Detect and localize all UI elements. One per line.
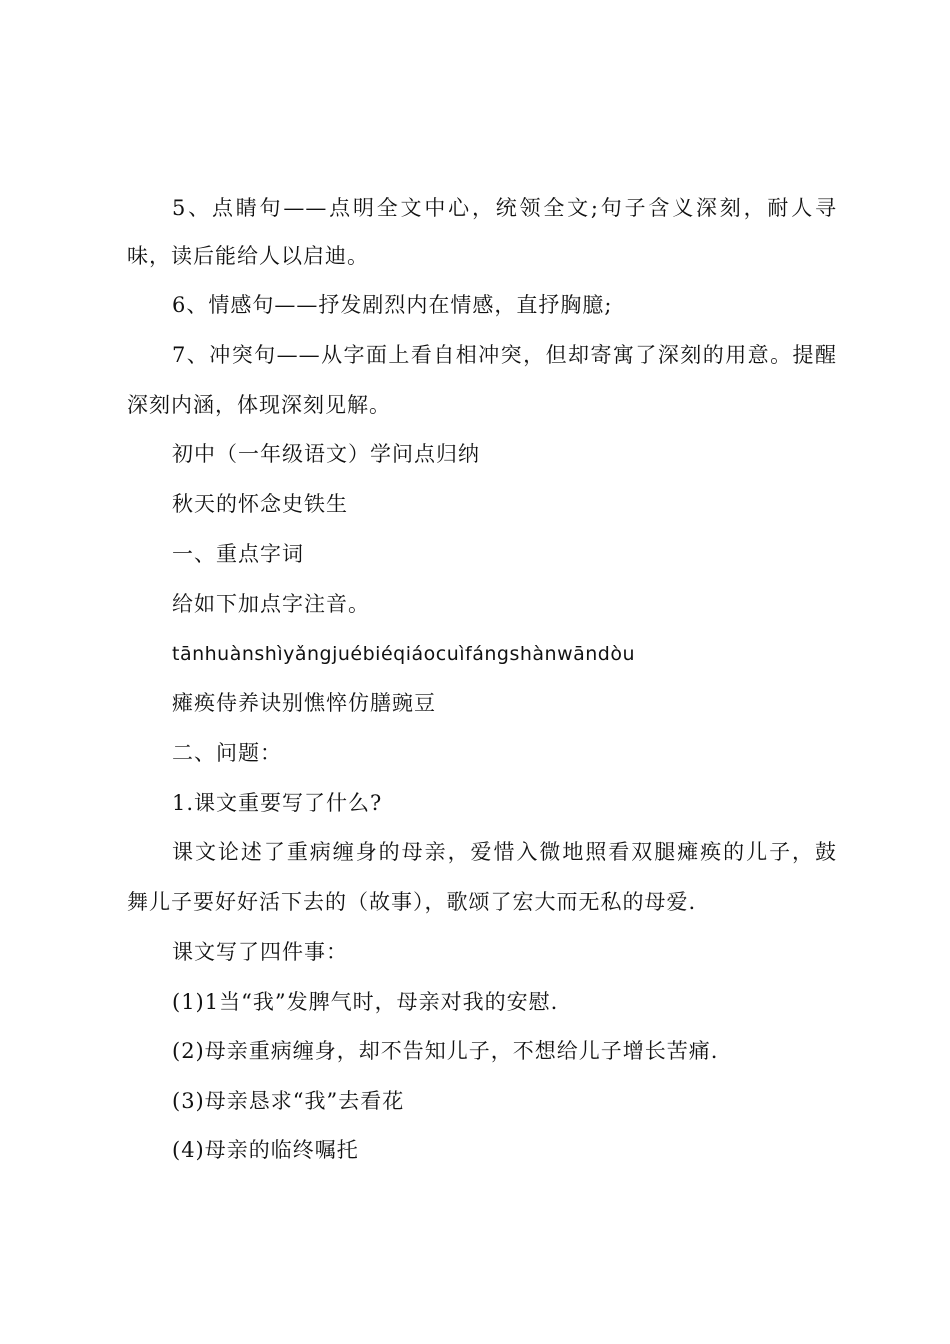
section-heading-summary: 初中（一年级语文）学问点归纳 bbox=[172, 442, 480, 466]
event-2: (2)母亲重病缠身，却不告知儿子，不想给儿子增长苦痛. bbox=[172, 1039, 719, 1063]
paragraph-point-7-line-2: 深刻内涵，体现深刻见解。 bbox=[127, 393, 391, 417]
question-1: 1.课文重要写了什么? bbox=[172, 791, 383, 815]
paragraph-point-5-line-2: 味，读后能给人以启迪。 bbox=[127, 244, 369, 268]
event-1: (1)1当“我”发脾气时，母亲对我的安慰. bbox=[172, 990, 559, 1014]
event-3: (3)母亲恳求“我”去看花 bbox=[172, 1089, 405, 1113]
four-events-intro: 课文写了四件事： bbox=[172, 940, 348, 964]
paragraph-point-6: 6、情感句——抒发剧烈内在情感，直抒胸臆; bbox=[172, 293, 613, 317]
event-4: (4)母亲的临终嘱托 bbox=[172, 1138, 359, 1162]
answer-1-line-2: 舞儿子要好好活下去的（故事），歌颂了宏大而无私的母爱. bbox=[127, 890, 697, 914]
instruction-pinyin: 给如下加点字注音。 bbox=[172, 592, 370, 616]
pinyin-line: tānhuànshìyǎngjuébiéqiáocuìfángshànwāndòu bbox=[172, 643, 636, 665]
heading-key-words: 一、重点字词 bbox=[172, 542, 304, 566]
vocabulary-words: 瘫痪侍养诀别憔悴仿膳豌豆 bbox=[172, 691, 436, 715]
lesson-title: 秋天的怀念史铁生 bbox=[172, 492, 348, 516]
heading-questions: 二、问题： bbox=[172, 741, 282, 765]
answer-1-line-1: 课文论述了重病缠身的母亲，爱惜入微地照看双腿瘫痪的儿子，鼓 bbox=[172, 840, 837, 864]
paragraph-point-5-line-1: 5、点睛句——点明全文中心，统领全文;句子含义深刻，耐人寻 bbox=[172, 196, 837, 220]
paragraph-point-7-line-1: 7、冲突句——从字面上看自相冲突，但却寄寓了深刻的用意。提醒 bbox=[172, 343, 837, 367]
